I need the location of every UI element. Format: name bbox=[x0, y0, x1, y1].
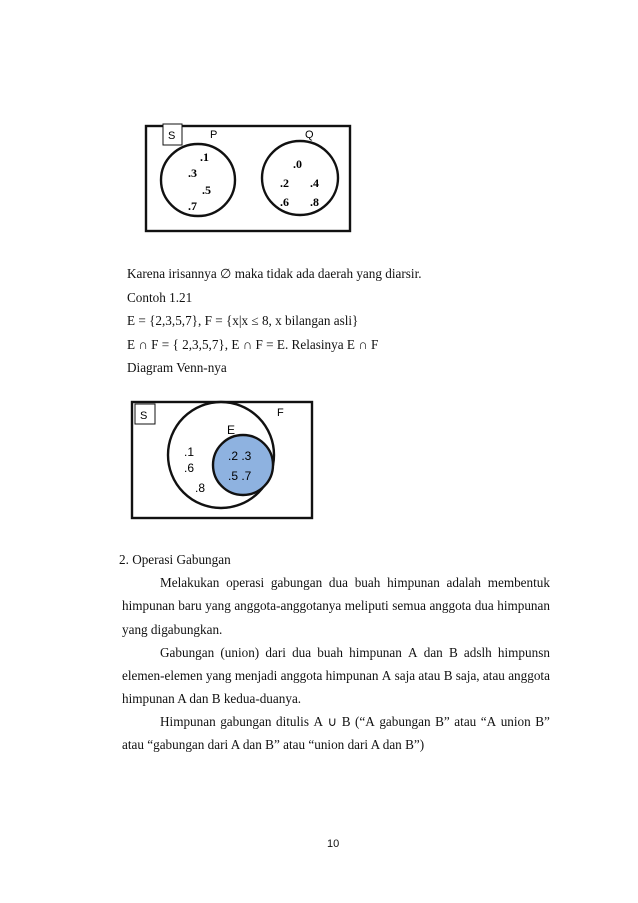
word: buah bbox=[354, 575, 381, 590]
word: buah bbox=[317, 645, 343, 660]
set-p-circle bbox=[161, 144, 235, 216]
word: saja bbox=[394, 668, 416, 683]
venn-diagram-disjoint bbox=[0, 0, 638, 260]
word: yang bbox=[205, 598, 231, 613]
set-f-label: F bbox=[277, 407, 284, 419]
word: A bbox=[381, 668, 392, 683]
word: himpunan bbox=[122, 598, 175, 613]
text-line: Diagram Venn-nya bbox=[127, 360, 227, 375]
word: dan bbox=[423, 645, 443, 660]
word: A bbox=[313, 714, 324, 729]
paragraph-line: yang digabungkan. bbox=[122, 622, 223, 637]
word: ∪ bbox=[327, 714, 338, 729]
word: anggota bbox=[429, 598, 472, 613]
word: atau bbox=[482, 668, 505, 683]
paragraph-line bbox=[122, 668, 550, 684]
word: himpunan bbox=[497, 598, 550, 613]
text-line: Karena irisannya ∅ maka tidak ada daerah yang diarsir. bbox=[127, 266, 422, 281]
word: elemen-elemen bbox=[122, 668, 203, 683]
set-p-label: P bbox=[210, 129, 218, 141]
word: atau bbox=[418, 668, 441, 683]
word: operasi bbox=[226, 575, 265, 590]
word: atau bbox=[454, 714, 477, 729]
word: Melakukan bbox=[160, 575, 220, 590]
paragraph-line bbox=[160, 714, 550, 730]
word: B” bbox=[435, 714, 450, 729]
e-element: .2 .3 bbox=[228, 449, 252, 463]
word: anggota bbox=[280, 668, 323, 683]
set-e-circle bbox=[213, 435, 273, 495]
p-element: .3 bbox=[188, 166, 197, 180]
p-element: .1 bbox=[200, 150, 209, 164]
word: anggota-anggotanya bbox=[234, 598, 342, 613]
f-element: .1 bbox=[184, 445, 195, 459]
word: himpunan bbox=[387, 575, 440, 590]
section-heading: 2. Operasi Gabungan bbox=[119, 552, 231, 567]
f-element: .6 bbox=[184, 461, 195, 475]
set-q-circle bbox=[262, 141, 338, 215]
word: B bbox=[448, 645, 458, 660]
word: anggota bbox=[508, 668, 550, 683]
paragraph-line bbox=[160, 645, 550, 661]
word: himpunsn bbox=[497, 645, 550, 660]
p-element: .7 bbox=[188, 199, 197, 213]
word: menjadi bbox=[234, 668, 278, 683]
word: ditulis bbox=[276, 714, 309, 729]
word: Gabungan bbox=[160, 645, 215, 660]
paragraph-line: himpunan A dan B kedua-duanya. bbox=[122, 691, 302, 706]
set-e-label: E bbox=[227, 423, 236, 437]
word: (“A bbox=[355, 714, 375, 729]
word: A bbox=[408, 645, 418, 660]
text-line: Contoh 1.21 bbox=[127, 290, 193, 305]
text-line: E ∩ F = { 2,3,5,7}, E ∩ F = E. Relasinya E ∩ F bbox=[127, 337, 379, 352]
word: adalah bbox=[446, 575, 481, 590]
word: B” bbox=[535, 714, 550, 729]
word: B bbox=[341, 714, 351, 729]
word: “A bbox=[480, 714, 497, 729]
word: himpunan bbox=[325, 668, 379, 683]
text-line: E = {2,3,5,7}, F = {x|x ≤ 8, x bilangan asli} bbox=[127, 313, 359, 328]
word: membentuk bbox=[487, 575, 550, 590]
word: Himpunan bbox=[160, 714, 216, 729]
universe-label: S bbox=[140, 410, 148, 422]
f-element: .8 bbox=[195, 481, 206, 495]
e-element: .5 .7 bbox=[228, 469, 252, 483]
word: himpunan bbox=[349, 645, 402, 660]
q-element: .0 bbox=[293, 157, 302, 171]
q-element: .6 bbox=[280, 195, 289, 209]
word: gabungan bbox=[379, 714, 431, 729]
word: saja, bbox=[455, 668, 480, 683]
word: dua bbox=[292, 645, 312, 660]
q-element: .2 bbox=[280, 176, 289, 190]
word: semua bbox=[392, 598, 426, 613]
p-element: .5 bbox=[202, 183, 211, 197]
set-q-label: Q bbox=[305, 129, 314, 141]
page-number: 10 bbox=[327, 838, 340, 850]
q-element: .4 bbox=[310, 176, 319, 190]
word: dua bbox=[328, 575, 348, 590]
word: baru bbox=[178, 598, 202, 613]
q-element: .8 bbox=[310, 195, 319, 209]
venn-diagram-subset bbox=[0, 390, 638, 530]
word: dari bbox=[265, 645, 286, 660]
word: meliputi bbox=[344, 598, 389, 613]
word: B bbox=[443, 668, 453, 683]
word: (union) bbox=[220, 645, 260, 660]
word: adslh bbox=[463, 645, 492, 660]
word: union bbox=[500, 714, 531, 729]
word: yang bbox=[205, 668, 232, 683]
word: dua bbox=[474, 598, 494, 613]
paragraph-line bbox=[160, 575, 550, 591]
word: gabungan bbox=[220, 714, 272, 729]
paragraph-line bbox=[122, 598, 550, 614]
paragraph-line: atau “gabungan dari A dan B” atau “union dari A dan B”) bbox=[122, 737, 425, 752]
word: gabungan bbox=[270, 575, 323, 590]
universe-label: S bbox=[168, 130, 176, 142]
